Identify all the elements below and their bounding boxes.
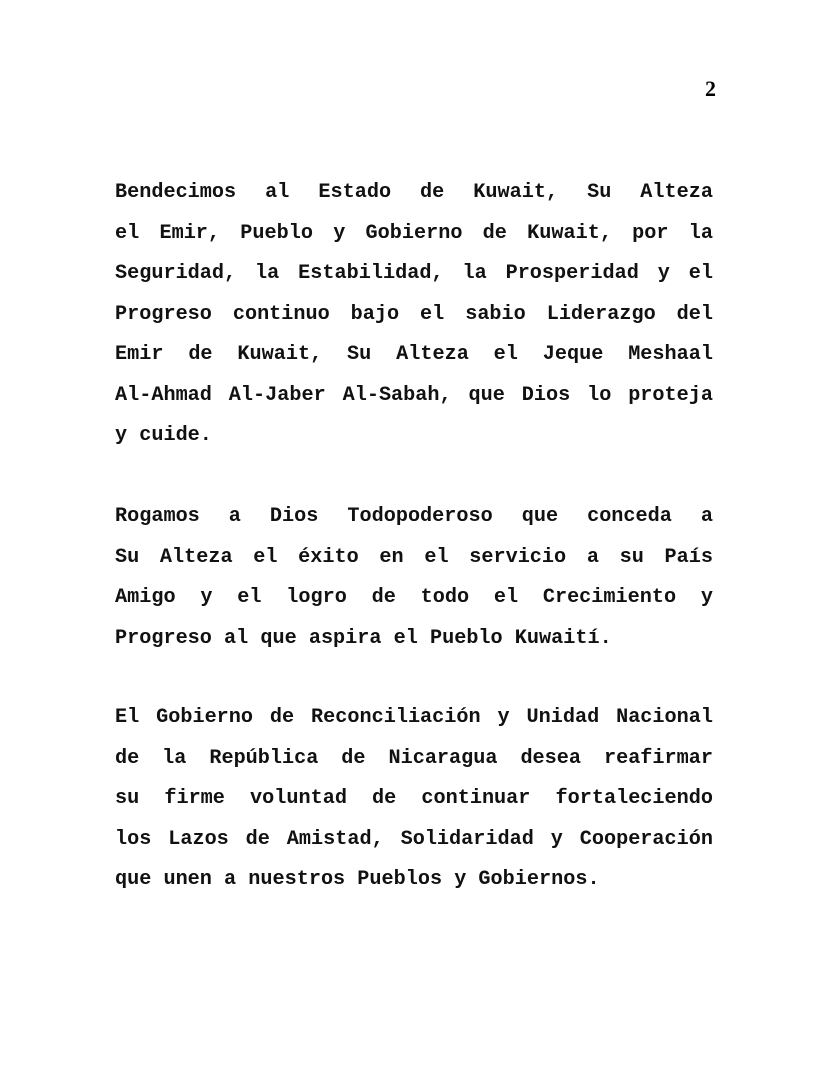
text-line: los Lazos de Amistad, Solidaridad y Cooperación [115,827,713,851]
text-line: Su Alteza el éxito en el servicio a su País [115,545,713,569]
text-line: Rogamos a Dios Todopoderoso que conceda a [115,505,713,528]
text-line: de la República de Nicaragua desea reafirmar [115,746,713,770]
page-number: 2 [705,76,716,101]
text-line: su firme voluntad de continuar fortaleciendo [115,787,713,810]
text-line: que unen a nuestros Pueblos y Gobiernos. [115,868,600,891]
text-line: Progreso continuo bajo el sabio Liderazgo del [115,302,713,326]
text-line: Progreso al que aspira el Pueblo Kuwaití. [115,626,612,650]
paragraph-prayer [115,497,713,659]
text-line: Al-Ahmad Al-Jaber Al-Sabah, que Dios lo proteja [115,383,713,407]
text-line: Bendecimos al Estado de Kuwait, Su Alteza [115,181,713,204]
paragraph-reaffirmation [115,698,713,901]
text-line: Amigo y el logro de todo el Crecimiento y [115,586,713,609]
text-line: Seguridad, la Estabilidad, la Prosperidad y el [115,262,713,285]
paragraph-blessing [115,173,713,457]
text-line: El Gobierno de Reconciliación y Unidad Nacional [115,706,713,729]
text-line: el Emir, Pueblo y Gobierno de Kuwait, por la [115,221,713,245]
text-line: Emir de Kuwait, Su Alteza el Jeque Meshaal [115,343,713,366]
text-line: y cuide. [115,424,212,447]
